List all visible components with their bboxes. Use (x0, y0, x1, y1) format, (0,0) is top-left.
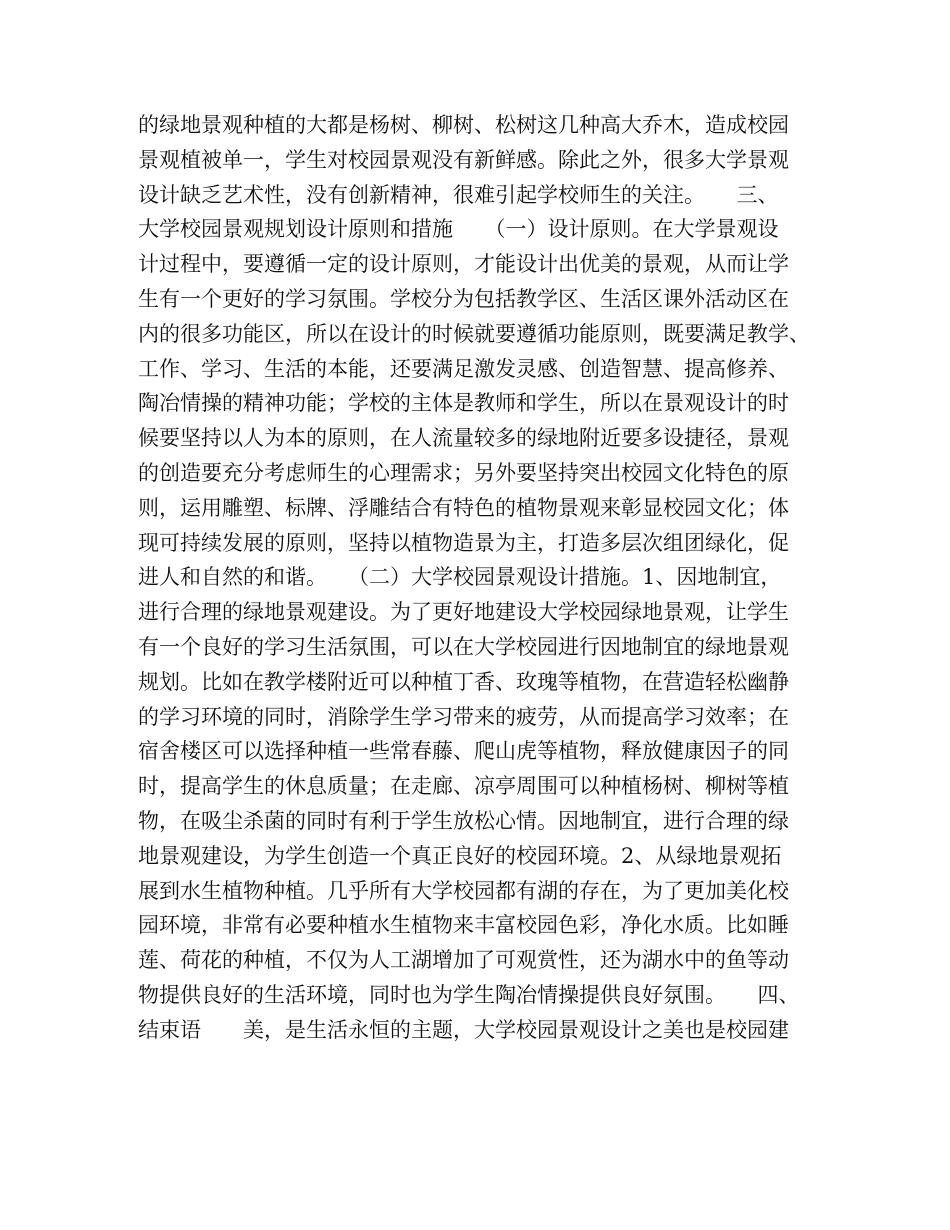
text-line-13: 现可持续发展的原则，坚持以植物造景为主，打造多层次组团绿化，促 (138, 530, 789, 555)
text-line-18: 的学习环境的同时，消除学生学习带来的疲劳，从而提高学习效率；在 (138, 704, 789, 729)
text-line-15: 进行合理的绿地景观建设。为了更好地建设大学校园绿地景观，让学生 (138, 600, 789, 625)
text-line-21: 物，在吸尘杀菌的同时有利于学生放松心情。因地制宜，进行合理的绿 (138, 808, 789, 833)
body-text (138, 108, 828, 1048)
text-line-17: 规划。比如在教学楼附近可以种植丁香、玫瑰等植物，在营造轻松幽静 (138, 669, 789, 694)
text-line-20: 时，提高学生的休息质量；在走廊、凉亭周围可以种植杨树、柳树等植 (138, 774, 789, 799)
text-line-11: 的创造要充分考虑师生的心理需求；另外要坚持突出校园文化特色的原 (138, 460, 789, 485)
text-line-6: 生有一个更好的学习氛围。学校分为包括教学区、生活区课外活动区在 (138, 286, 789, 311)
text-line-4: 大学校园景观规划设计原则和措施 （一）设计原则。在大学景观设 (138, 217, 779, 242)
text-line-23: 展到水生植物种植。几乎所有大学校园都有湖的存在，为了更加美化校 (138, 878, 789, 903)
text-line-14: 进人和自然的和谐。 （二）大学校园景观设计措施。1、因地制宜， (138, 565, 782, 590)
text-line-22: 地景观建设，为学生创造一个真正良好的校园环境。2、从绿地景观拓 (138, 843, 782, 868)
text-line-27: 结束语 美，是生活永恒的主题，大学校园景观设计之美也是校园建 (138, 1017, 789, 1042)
text-line-26: 物提供良好的生活环境，同时也为学生陶冶情操提供良好氛围。 四、 (138, 982, 800, 1007)
text-line-2: 景观植被单一，学生对校园景观没有新鲜感。除此之外，很多大学景观 (138, 147, 789, 172)
text-line-8: 工作、学习、生活的本能，还要满足激发灵感、创造智慧、提高修养、 (138, 356, 789, 381)
text-line-12: 则，运用雕塑、标牌、浮雕结合有特色的植物景观来彰显校园文化；体 (138, 495, 789, 520)
text-line-7: 内的很多功能区，所以在设计的时候就要遵循功能原则，既要满足教学、 (138, 321, 810, 346)
text-line-5: 计过程中，要遵循一定的设计原则，才能设计出优美的景观，从而让学 (138, 252, 789, 277)
text-line-16: 有一个良好的学习生活氛围，可以在大学校园进行因地制宜的绿地景观 (138, 634, 789, 659)
text-line-3: 设计缺乏艺术性，没有创新精神，很难引起学校师生的关注。 三、 (138, 182, 779, 207)
text-line-25: 莲、荷花的种植，不仅为人工湖增加了可观赏性，还为湖水中的鱼等动 (138, 948, 789, 973)
text-line-1: 的绿地景观种植的大都是杨树、柳树、松树这几种高大乔木，造成校园 (138, 113, 789, 137)
text-line-9: 陶冶情操的精神功能；学校的主体是教师和学生，所以在景观设计的时 (138, 391, 789, 416)
text-line-19: 宿舍楼区可以选择种植一些常春藤、爬山虎等植物，释放健康因子的同 (138, 739, 789, 764)
text-line-10: 候要坚持以人为本的原则，在人流量较多的绿地附近要多设捷径，景观 (138, 426, 789, 451)
text-line-24: 园环境，非常有必要种植水生植物来丰富校园色彩，净化水质。比如睡 (138, 913, 789, 938)
